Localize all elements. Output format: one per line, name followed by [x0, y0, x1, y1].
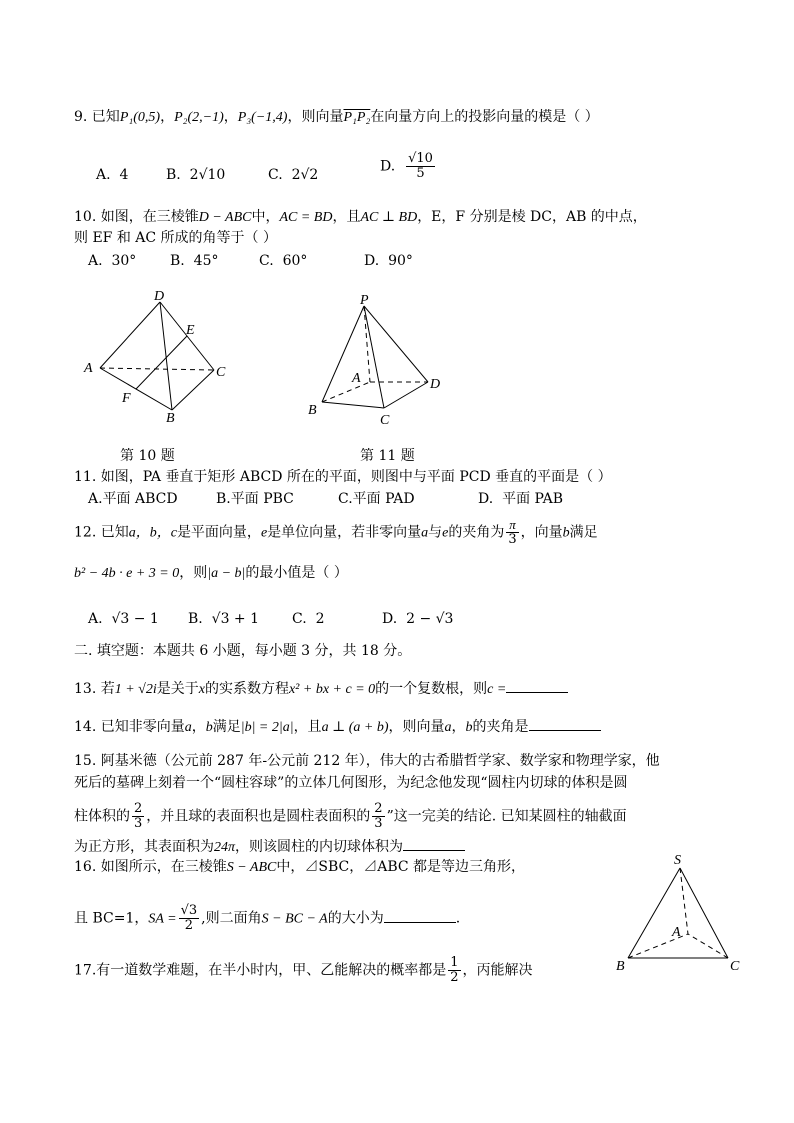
q13-text: 的一个复数根，则	[375, 681, 488, 697]
option-value: 2 − √3	[406, 611, 454, 627]
q16-text: 中，⊿SBC，⊿ABC 都是等边三角形，	[276, 859, 526, 875]
q15-text: ，则该圆柱的内切球体积为	[235, 839, 404, 855]
q10-text: 中，	[251, 209, 280, 225]
fraction-denominator: 5	[416, 166, 425, 181]
option-label: B.	[166, 167, 181, 183]
option-value: √3 − 1	[111, 611, 159, 627]
fraction-denominator: 2	[450, 970, 459, 985]
q10-equation: AC = BD	[279, 210, 333, 225]
edge-pc	[364, 306, 384, 408]
q9-point-p2: P₂(2,−1)	[174, 110, 224, 125]
q9-sep: ，	[223, 109, 238, 125]
option-label: D.	[364, 253, 380, 269]
q15-line3	[74, 802, 627, 831]
q16-line2	[74, 904, 460, 933]
q15-text: ”这一完美的结论. 已知某圆柱的轴截面	[386, 808, 627, 825]
q15-line1: 15. 阿基米德（公元前 287 年-公元前 212 年），伟大的古希腊哲学家、数学家和物理学家，他	[74, 753, 660, 769]
label-a: A	[672, 925, 681, 940]
q16-text: .	[455, 910, 461, 927]
option-label: A.	[88, 253, 103, 269]
fraction-denominator: 2	[184, 918, 194, 933]
q12-stem-line1	[74, 518, 598, 547]
q14-text: ，且	[293, 719, 322, 735]
option-value: 90°	[388, 253, 413, 269]
option-value: 4	[119, 167, 129, 183]
fraction-denominator: 3	[134, 816, 143, 831]
option-value: 30°	[111, 253, 137, 269]
q9-vector: P₁P₂	[343, 110, 371, 125]
q10-option-d	[364, 252, 413, 270]
figure-11-caption: 第 11 题	[360, 448, 415, 464]
fraction-denominator: 3	[508, 532, 517, 547]
option-value: 平面 ABCD	[102, 491, 178, 507]
q14-text: ，	[191, 719, 206, 735]
q11-option-b	[216, 490, 294, 508]
q10-perpendicular: AC ⊥ BD	[360, 210, 418, 225]
q10-text: 10. 如图，在三棱锥	[74, 209, 199, 225]
q16-answer-blank[interactable]	[384, 908, 456, 923]
q14-text: ，	[451, 719, 466, 735]
q11-option-a	[88, 490, 178, 508]
q11-option-d	[478, 490, 563, 508]
edge-sa-hidden	[680, 868, 688, 934]
q16-sa: SA =	[148, 911, 177, 927]
q9-text: 在向量方向上的投影向量的模是（ ）	[370, 109, 599, 125]
q10-text: ，且	[332, 209, 361, 225]
q14-answer-blank[interactable]	[529, 716, 601, 731]
edge-cd	[384, 382, 428, 408]
q12-text: 的夹角为	[448, 524, 505, 541]
q10-option-c	[259, 252, 307, 270]
q12-text: ，向量	[520, 524, 563, 541]
q15-text: ，并且球的表面积也是圆柱表面积的	[146, 808, 371, 825]
option-label: D.	[382, 611, 398, 627]
fraction-numerator: 2	[374, 801, 383, 816]
q14-vector-a: a	[444, 720, 452, 735]
fraction-numerator: √3	[180, 903, 198, 918]
q13-equation: x² + bx + c = 0	[288, 682, 376, 697]
q9-option-d-fraction	[406, 152, 435, 181]
q17-fraction	[448, 956, 460, 985]
q9-text: 9. 已知	[74, 109, 120, 125]
q13-answer-blank[interactable]	[506, 678, 568, 693]
label-d: D	[430, 377, 441, 392]
edge-sb	[628, 868, 680, 958]
label-b: B	[616, 959, 625, 974]
option-value: 2√10	[189, 167, 226, 183]
option-value: 60°	[282, 253, 308, 269]
q17-stem	[74, 956, 533, 985]
option-label: D.	[380, 158, 396, 175]
q11-stem: 11. 如图，PA 垂直于矩形 ABCD 所在的平面，则图中与平面 PCD 垂直的平面是（ ）	[74, 469, 612, 485]
q14-text: 满足	[212, 719, 241, 735]
q13-root: 1 + √2i	[114, 682, 157, 697]
q14-text: 14. 已知非零向量	[74, 719, 185, 735]
option-label: A.	[88, 491, 103, 507]
q10-stem-line2: 则 EF 和 AC 所成的角等于（ ）	[74, 230, 278, 246]
q12-vector-e: e	[260, 525, 268, 541]
q16-line1	[74, 858, 525, 877]
q14-vector-b: b	[205, 720, 213, 735]
q10-stem-line1	[74, 208, 647, 227]
fraction-denominator: 3	[374, 816, 383, 831]
q13-text: 13. 若	[74, 681, 115, 697]
q13-answer-variable: c =	[487, 682, 507, 697]
q12-option-c	[292, 610, 325, 628]
fraction-numerator: 1	[450, 955, 459, 970]
q12-option-d	[382, 610, 453, 628]
q17-text: ，丙能解决	[462, 962, 533, 979]
q14-text: ，则向量	[388, 719, 445, 735]
q13-variable: x	[198, 682, 205, 697]
edge-bc	[172, 370, 214, 410]
q14-equation: |b| = 2|a|	[240, 720, 294, 735]
edge-da	[100, 302, 160, 368]
q15-text: 为正方形，其表面积为	[74, 839, 214, 855]
option-value: √3 + 1	[211, 611, 260, 627]
q12-vectors: a，b，c	[128, 525, 177, 541]
option-label: B.	[170, 253, 185, 269]
label-p: P	[360, 293, 369, 308]
option-value: 2√2	[291, 167, 319, 183]
q14-vector-b: b	[465, 720, 473, 735]
option-value: 平面 PBC	[230, 491, 294, 507]
q12-text: 的最小值是（ ）	[245, 565, 348, 581]
q16-tetrahedron: S − ABC	[226, 860, 277, 875]
label-a: A	[352, 371, 361, 386]
q12-text: 12. 已知	[74, 524, 129, 541]
q10-tetrahedron: D − ABC	[198, 210, 252, 225]
q16-text: 16. 如图所示，在三棱锥	[74, 859, 227, 875]
figure-16-tetrahedron	[612, 848, 752, 976]
q12-option-b	[188, 610, 259, 628]
label-b: B	[166, 411, 175, 426]
q12-text: 与	[428, 524, 443, 541]
option-label: B.	[216, 491, 231, 507]
section-2-heading: 二. 填空题：本题共 6 小题，每小题 3 分，共 18 分。	[74, 643, 412, 659]
fraction-numerator: π	[506, 518, 518, 533]
option-label: C.	[338, 491, 353, 507]
q12-text: 是平面向量，	[176, 524, 261, 541]
figure-11-pyramid	[300, 292, 460, 428]
q13-text: 的实系数方程	[204, 681, 289, 697]
label-c: C	[380, 413, 390, 428]
q15-fraction-2	[372, 802, 384, 831]
figure-10-caption: 第 10 题	[120, 448, 175, 464]
q15-area: 24π	[214, 840, 236, 855]
q17-text: 17.有一道数学难题，在半小时内，甲、乙能解决的概率都是	[74, 962, 447, 979]
q14-text: 的夹角是	[472, 719, 529, 735]
q10-option-b	[170, 252, 218, 270]
label-c: C	[730, 959, 740, 974]
option-label: A.	[96, 167, 111, 183]
q10-text: ，E，F 分别是棱 DC，AB 的中点，	[417, 209, 647, 225]
q12-abs-expression: |a − b|	[207, 566, 246, 581]
q12-angle-fraction	[506, 518, 518, 547]
q15-text: 柱体积的	[74, 808, 130, 825]
q12-text: ，则	[179, 565, 208, 581]
q12-vector-b: b	[562, 525, 570, 541]
q12-vector-a: a	[421, 525, 429, 541]
option-value: 平面 PAB	[502, 491, 564, 507]
q16-text: ,则二面角	[201, 910, 262, 927]
edge-bc	[322, 402, 384, 408]
q14-vector-a: a	[184, 720, 192, 735]
q16-fraction	[179, 904, 200, 933]
q10-option-a	[88, 252, 136, 270]
edge-pd	[364, 306, 428, 382]
q15-fraction-1	[132, 802, 144, 831]
label-e: E	[186, 323, 195, 338]
q13-stem	[74, 678, 568, 699]
q12-text: 满足	[569, 524, 598, 541]
q12-text: 是单位向量，若非零向量	[267, 524, 422, 541]
q12-vector-e: e	[442, 525, 449, 541]
edge-db	[160, 302, 172, 410]
option-label: C.	[259, 253, 274, 269]
label-c: C	[216, 365, 226, 380]
segment-ef	[136, 336, 187, 389]
q16-text: 的大小为	[327, 910, 384, 927]
q14-perpendicular: a ⊥ (a + b)	[321, 720, 389, 735]
option-label: A.	[88, 611, 103, 627]
label-d: D	[154, 289, 165, 304]
q9-option-a	[96, 166, 128, 184]
figure-10-tetrahedron	[80, 288, 240, 428]
q9-option-d	[380, 152, 437, 181]
edge-pa-hidden	[364, 306, 370, 382]
label-a: A	[84, 361, 93, 376]
label-s: S	[674, 853, 681, 868]
option-label: C.	[292, 611, 307, 627]
q15-line2: 死后的墓碑上刻着一个“圆柱容球”的立体几何图形，为纪念他发现“圆柱内切球的体积是圆	[74, 775, 628, 791]
q9-sep: ，	[160, 109, 175, 125]
q12-stem-line2	[74, 564, 348, 583]
q16-text: 且 BC=1，	[74, 910, 149, 927]
q16-dihedral: S − BC − A	[261, 911, 328, 927]
option-label: D.	[478, 491, 494, 507]
option-value: 2	[315, 611, 325, 627]
q9-point-p1: P₁(0,5)	[119, 110, 161, 125]
label-b: B	[308, 403, 317, 418]
fraction-numerator: √10	[408, 151, 433, 166]
label-f: F	[122, 391, 131, 406]
option-value: 平面 PAD	[352, 491, 415, 507]
q9-point-p3: P₃(−1,4)	[237, 110, 288, 125]
option-value: 45°	[193, 253, 219, 269]
fraction-numerator: 2	[134, 801, 143, 816]
option-label: B.	[188, 611, 203, 627]
q14-stem	[74, 716, 601, 737]
q9-text: ，则向量	[287, 109, 344, 125]
edge-sc	[680, 868, 728, 958]
q15-line4	[74, 836, 465, 857]
q13-text: 是关于	[156, 681, 199, 697]
q9-option-b	[166, 166, 225, 184]
q9-stem	[74, 108, 599, 127]
edge-ac-hidden	[100, 368, 214, 370]
q12-equation: b² − 4b · e + 3 = 0	[74, 566, 180, 581]
q9-option-c	[268, 166, 318, 184]
q15-answer-blank[interactable]	[403, 836, 465, 851]
q12-option-a	[88, 610, 159, 628]
q11-option-c	[338, 490, 415, 508]
option-label: C.	[268, 167, 283, 183]
